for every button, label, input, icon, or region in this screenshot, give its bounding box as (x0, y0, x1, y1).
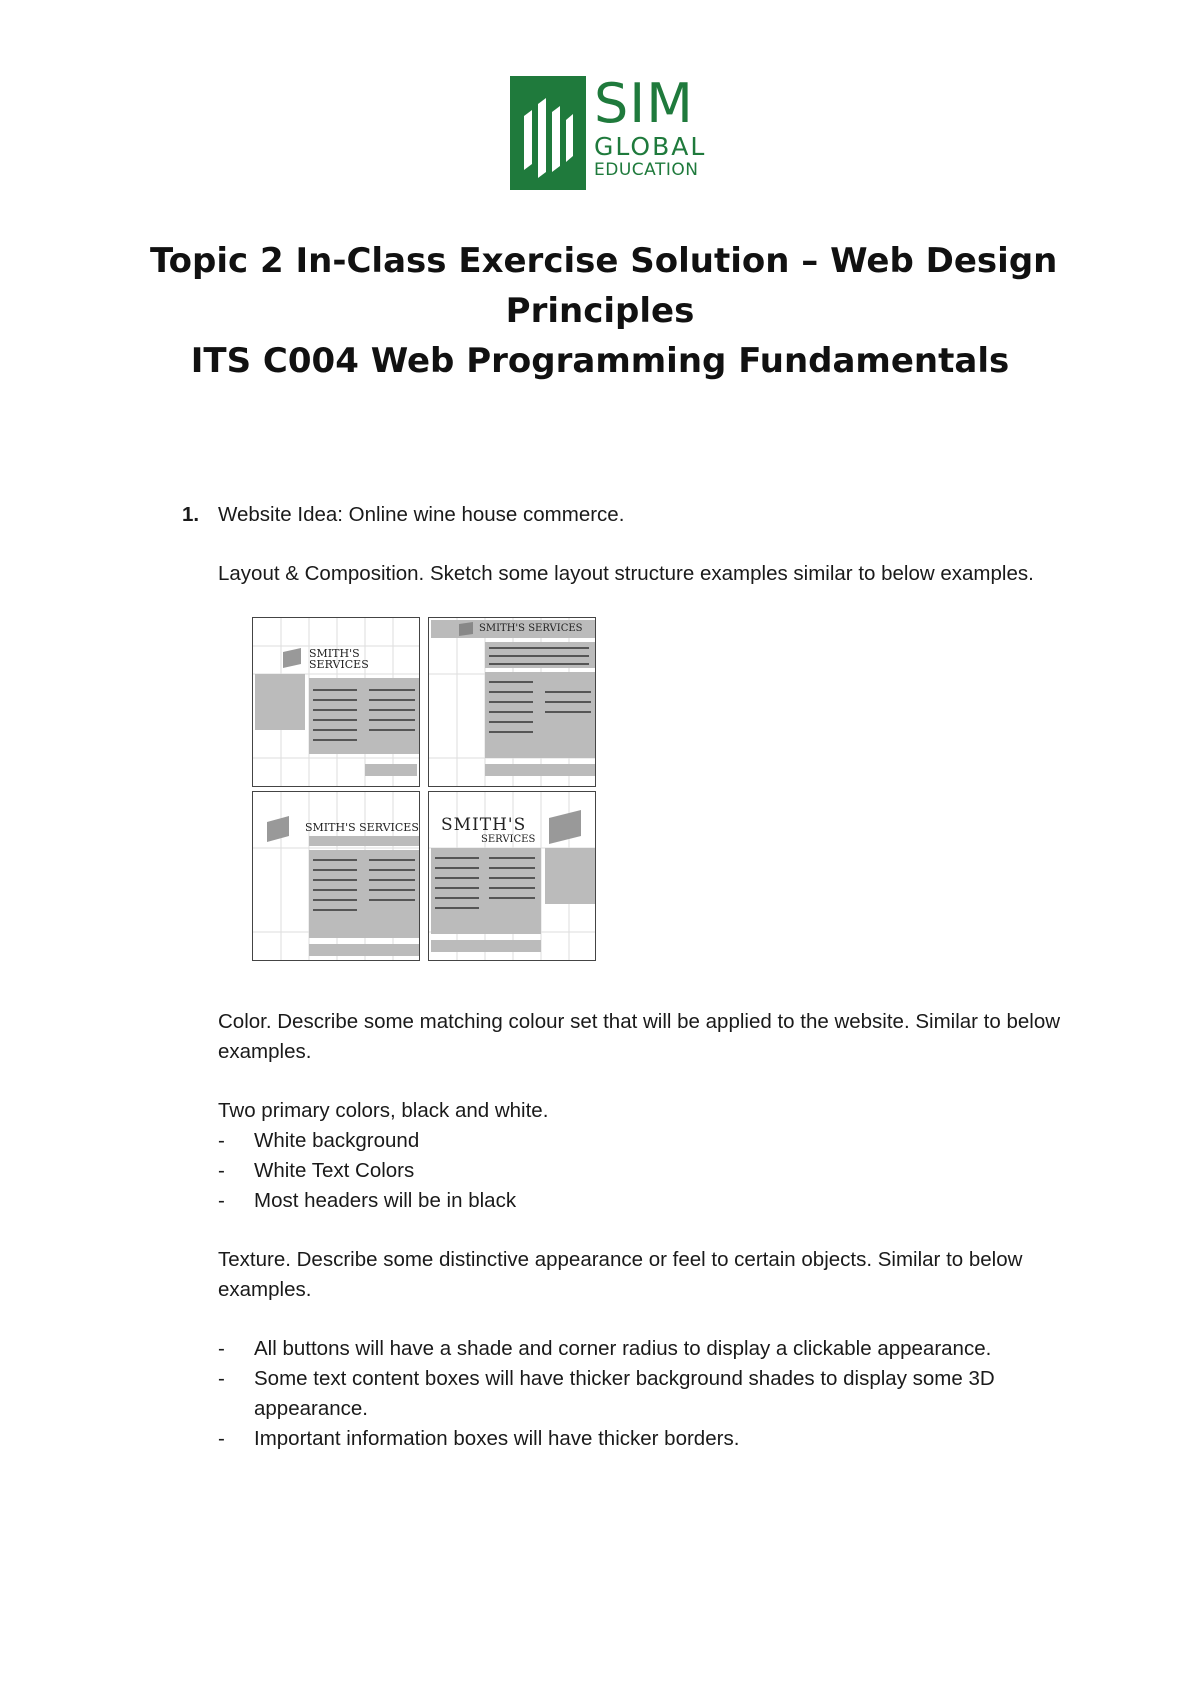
dash-bullet: - (218, 1189, 225, 1212)
color-item-text: White Text Colors (254, 1159, 415, 1182)
texture-item-text: All buttons will have a shade and corner radius to display a clickable appearance. (254, 1337, 992, 1360)
color-intro: Two primary colors, black and white. (218, 1099, 549, 1122)
sketch-2-banner: SMITH'S SERVICES (479, 623, 583, 634)
title-line-2: Principles (505, 291, 695, 331)
list-item (218, 1156, 1068, 1186)
list-item (218, 1126, 1068, 1156)
sketch-1-brand-top: SMITH'S (309, 647, 360, 660)
color-instruction: Color. Describe some matching colour set that will be applied to the website. Similar to below examples. (218, 1010, 1061, 1063)
layout-sketch-4 (428, 791, 596, 961)
layout-sketches (252, 617, 598, 961)
logo-global-text: GLOBAL (594, 132, 707, 161)
sim-global-education-logo (510, 72, 707, 190)
sketch-4-brand-bottom: SERVICES (481, 834, 536, 845)
title-line-3: ITS C004 Web Programming Fundamentals (190, 341, 1010, 381)
layout-sketch-2 (428, 617, 596, 787)
layout-sketch-1 (252, 617, 420, 787)
title-line-1: Topic 2 In-Class Exercise Solution – Web Design (150, 241, 1058, 281)
dash-bullet: - (218, 1129, 225, 1152)
document-title (150, 236, 1058, 386)
list-item (218, 1424, 1068, 1454)
list-item (218, 1364, 1068, 1424)
sketch-4-brand-top: SMITH'S (441, 815, 527, 835)
dash-bullet: - (218, 1337, 225, 1360)
texture-item-text: Some text content boxes will have thicker background shades to display some 3D appearance. (254, 1367, 995, 1420)
logo-text (594, 72, 707, 180)
texture-item-text: Important information boxes will have thicker borders. (254, 1427, 740, 1450)
list-item (218, 1334, 1068, 1364)
dash-bullet: - (218, 1427, 225, 1450)
dash-bullet: - (218, 1159, 225, 1182)
sketch-1-brand-bottom: SERVICES (309, 658, 369, 671)
logo-mark-icon (510, 76, 586, 190)
logo-sim-text: SIM (594, 72, 694, 135)
website-idea: Website Idea: Online wine house commerce. (218, 503, 625, 526)
layout-sketch-3 (252, 791, 420, 961)
color-item-text: Most headers will be in black (254, 1189, 517, 1212)
list-item (218, 1186, 1068, 1216)
texture-instruction: Texture. Describe some distinctive appearance or feel to certain objects. Similar to below examples. (218, 1248, 1023, 1301)
layout-instruction: Layout & Composition. Sketch some layout structure examples similar to below examples. (218, 562, 1034, 585)
logo-education-text: EDUCATION (594, 160, 699, 180)
dash-bullet: - (218, 1367, 225, 1390)
color-item-text: White background (254, 1129, 420, 1152)
question-1 (182, 500, 1068, 1454)
sketch-3-brand: SMITH'S SERVICES (305, 821, 419, 834)
question-number: 1. (182, 503, 200, 526)
